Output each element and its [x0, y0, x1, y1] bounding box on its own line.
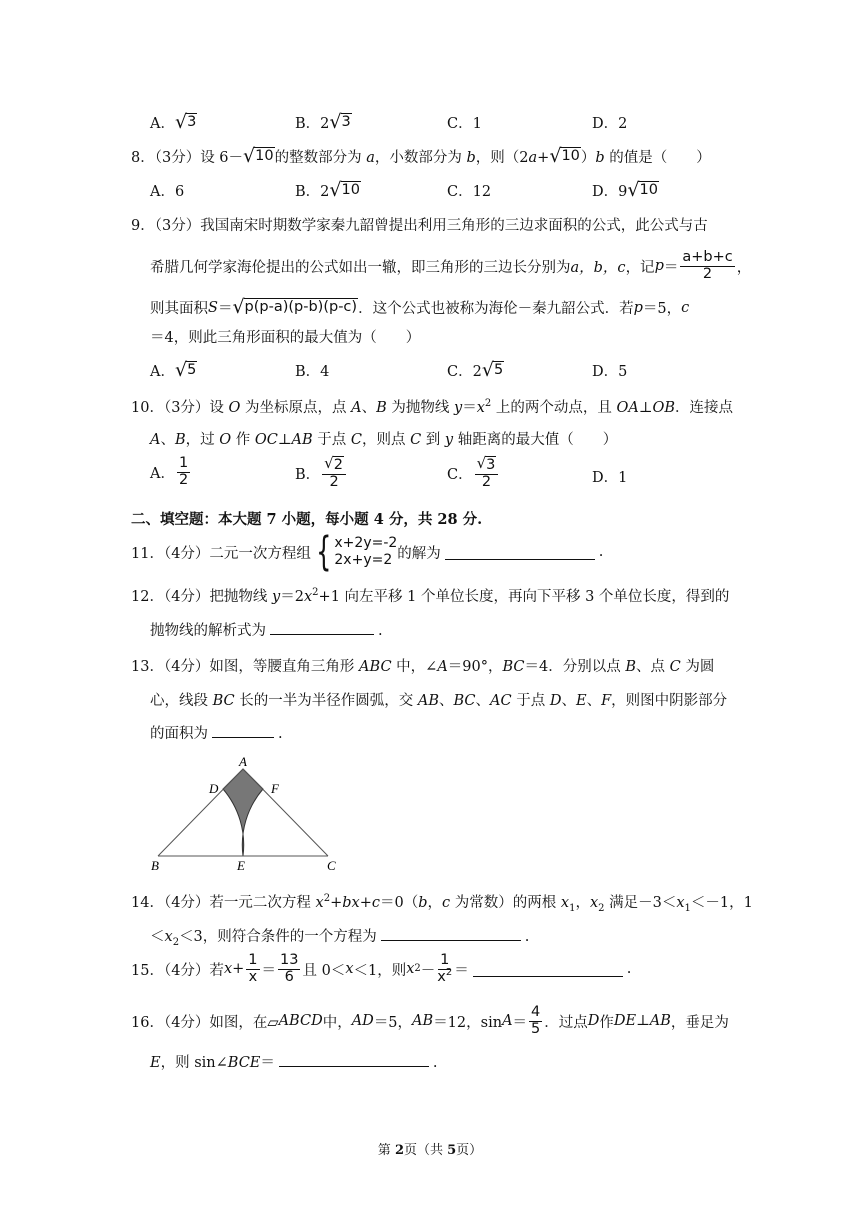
label-b: B [151, 858, 159, 873]
q14-line-1: 14．（4分）若一元二次方程 $x^2+bx+c=0(b$，c 为常数）的两根 $x_1$，$x_2$ 满足$-3<x_1<-1$，1 [131, 893, 753, 914]
q9-option-b: B．4 [295, 364, 330, 380]
answer-blank[interactable] [445, 545, 595, 560]
label-a: A [239, 754, 247, 769]
label-c: C [327, 858, 336, 873]
q8-stem: 8．（3分）设 6－ √ 10 的整数部分为 a，小数部分为 b，则（2a+ √ 10 ）b 的值是（ ） [131, 145, 711, 167]
section-2-heading: 二、填空题：本大题 7 小题，每小题 4 分，共 28 分. [131, 511, 483, 528]
answer-blank[interactable] [212, 723, 274, 738]
sqrt-3: √ 3 [329, 111, 351, 133]
q13-line-3: 的面积为 . [150, 722, 283, 743]
equation-system: { x+2y=-2 2x+y=2 [316, 529, 398, 575]
q10-line-2: A、B，过 O 作 OC⊥AB 于点 C，则点 C 到 y 轴距离的最大值（ ） [150, 432, 618, 448]
answer-blank[interactable] [279, 1052, 429, 1067]
label-f: F [271, 781, 279, 796]
q13-line-1: 13．（4分）如图，等腰直角三角形 ABC 中，∠A＝90°，BC＝4．分别以点 B、点 C 为圆 [131, 659, 715, 675]
q8-option-d: D．9 √ 10 [592, 179, 658, 201]
q14-line-2: $<x_2<3$，则符合条件的一个方程为 . [150, 925, 529, 946]
side-ac [243, 769, 328, 856]
q7-option-d: D．2 [592, 116, 628, 132]
q13-line-2: 心，线段 BC 长的一半为半径作圆弧，交 AB、BC、AC 于点 D、E、F，则图中阴影部分 [150, 693, 728, 709]
q9-option-c: C．2 √ 5 [447, 359, 504, 381]
answer-blank[interactable] [473, 962, 623, 977]
q12-line-2: 抛物线的解析式为 . [150, 619, 383, 640]
q9-line-3: 则其面积 S ＝ √ p(p-a)(p-b)(p-c) ．这个公式也被称为海伦－秦九韶公式．若 p ＝5， c [150, 296, 690, 318]
q8-option-a: A．6 [150, 184, 185, 200]
q9-option-d: D．5 [592, 364, 628, 380]
q9-line-4: ＝4，则此三角形面积的最大值为（ ） [150, 330, 421, 346]
q7-option-a: A． √ 3 [150, 111, 197, 133]
side-ab [158, 769, 243, 856]
q10-option-d: D．1 [592, 470, 628, 486]
q16-line-1: 16．（4分）如图，在▱ ABCD 中， AD ＝5， AB ＝12，sin A ＝ $\frac{4}{5}$ ．过点 D 作 DE ⊥ AB ，垂足为 [131, 1004, 729, 1037]
label-d: D [209, 781, 219, 796]
q15: 15．（4分）若 x + $\frac{1}{x}$ ＝ $\frac{13}{6}$ 且 0＜ x ＜1，则 x 2 － $\frac{1}{x^2}$ ＝ . [131, 952, 632, 985]
answer-blank[interactable] [381, 926, 521, 941]
q11: 11．（4分）二元一次方程组 { x+2y=-2 2x+y=2 的解为 . [131, 529, 604, 575]
q9-line-2: 希腊几何学家海伦提出的公式如出一辙，即三角形的三边长分别为 a，b，c ，记 p ＝ $\frac{a+b+c}{2}$ ， [150, 249, 752, 282]
heron-radical: √ p(p-a)(p-b)(p-c) [232, 296, 358, 318]
q10-line-1: 10．（3分）设 O 为坐标原点，点 A、B 为抛物线 $y=x^2$ 上的两个动点，且 OA⊥OB．连接点 [131, 398, 734, 416]
shaded-region [223, 769, 263, 856]
label-e: E [237, 858, 245, 873]
q13-figure [145, 752, 345, 874]
q10-option-b: B． √ 2 2 [295, 456, 348, 491]
q8-option-b: B．2 √ 10 [295, 179, 360, 201]
q16-line-2: E，则 sin∠BCE＝ . [150, 1051, 438, 1072]
fraction-abc-over-2: $\frac{a+b+c}{2}$ [682, 249, 733, 282]
sqrt-10: √ 10 [243, 145, 274, 167]
q9-line-1: 9．（3分）我国南宋时期数学家秦九韶曾提出利用三角形的三边求面积的公式，此公式与古 [131, 218, 708, 234]
page-footer: 第 2页（共 5页） [377, 1143, 483, 1158]
sqrt-3: √ 3 [174, 111, 197, 133]
q7-option-b: B．2 √ 3 [295, 111, 351, 133]
sqrt-10: √ 10 [549, 145, 580, 167]
q10-option-a: A． $\frac{1}{2}$ [150, 455, 189, 488]
q8-option-c: C．12 [447, 184, 492, 200]
q7-option-c: C．1 [447, 116, 482, 132]
answer-blank[interactable] [270, 620, 374, 635]
q12-line-1: 12．（4分）把抛物线 $y=2x^2+1$ 向左平移 1 个单位长度，再向下平移 3 个单位长度，得到的 [131, 587, 730, 605]
q10-option-c: C． √ 3 2 [447, 456, 500, 491]
q9-option-a: A． √ 5 [150, 359, 197, 381]
